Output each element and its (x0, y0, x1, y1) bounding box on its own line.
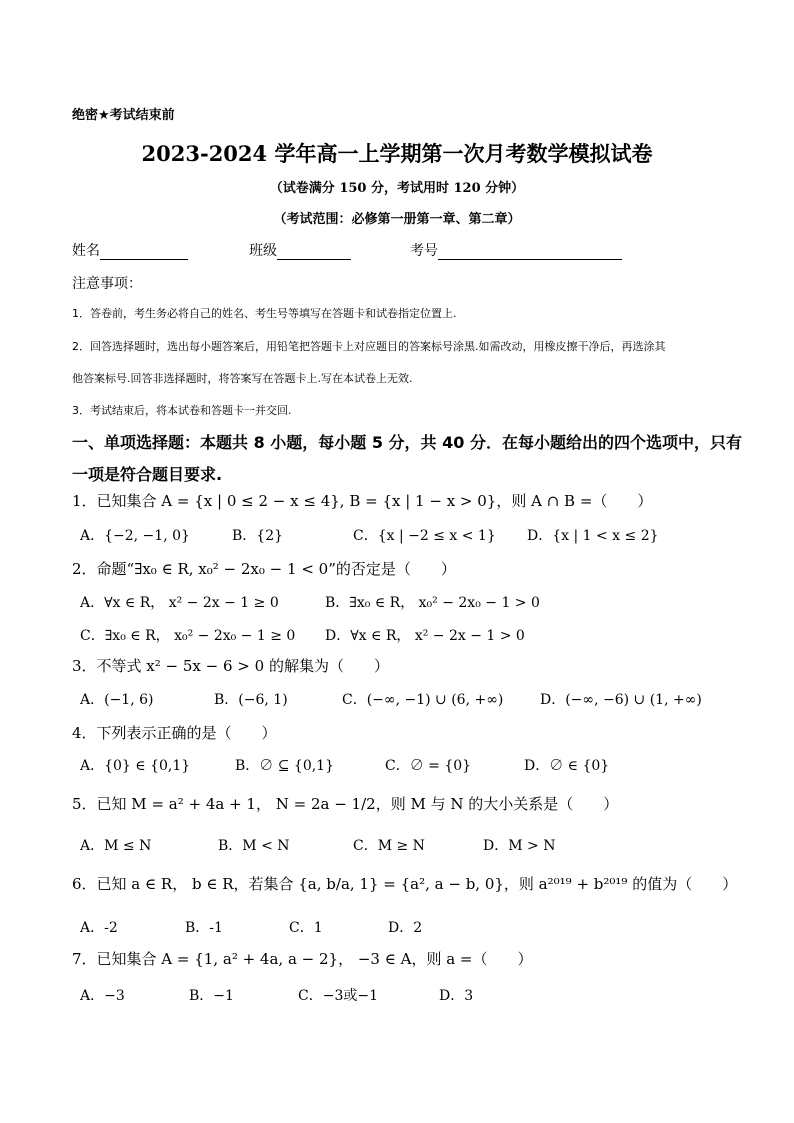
question-5-stem: 5．已知 M = a² + 4a + 1， N = 2a − 1/2，则 M 与 N 的大小关系是（ ） (72, 795, 619, 813)
question-4-option-c[interactable]: C．∅ = {0} (385, 758, 472, 774)
note-item: 他答案标号.回答非选择题时，将答案写在答题卡上.写在本试卷上无效. (72, 372, 413, 385)
class-field[interactable] (249, 240, 351, 260)
question-2-option-b[interactable]: B．∃x₀ ∈ R， x₀² − 2x₀ − 1 > 0 (325, 595, 540, 611)
exam-duration-note: （试卷满分 150 分，考试用时 120 分钟） (269, 181, 525, 196)
name-field[interactable] (72, 240, 188, 260)
question-5-option-a[interactable]: A．M ≤ N (80, 838, 152, 854)
question-4-stem: 4．下列表示正确的是（ ） (72, 724, 277, 742)
question-4-option-b[interactable]: B．∅ ⊆ {0,1} (235, 758, 334, 774)
exam-title: 2023-2024 学年高一上学期第一次月考数学模拟试卷 (141, 141, 653, 166)
exam-id-blank[interactable] (438, 243, 622, 260)
question-5-option-b[interactable]: B．M < N (218, 838, 290, 854)
question-1-option-b[interactable]: B．{2} (232, 528, 284, 544)
exam-id-label: 考号 (410, 243, 438, 259)
question-7-option-c[interactable]: C．−3或−1 (298, 988, 378, 1004)
question-2-option-d[interactable]: D．∀x ∈ R， x² − 2x − 1 > 0 (325, 628, 525, 644)
confidential-label: 绝密★考试结束前 (72, 108, 175, 123)
question-7-stem: 7．已知集合 A = {1, a² + 4a, a − 2}， −3 ∈ A，则 a =（ ） (72, 950, 533, 968)
question-2-option-c[interactable]: C．∃x₀ ∈ R， x₀² − 2x₀ − 1 ≥ 0 (80, 628, 296, 644)
question-6-option-c[interactable]: C．1 (289, 920, 323, 936)
class-label: 班级 (249, 243, 277, 259)
question-2-stem: 2．命题“∃x₀ ∈ R, x₀² − 2x₀ − 1 < 0”的否定是（ ） (72, 560, 456, 578)
note-item: 2．回答选择题时，选出每小题答案后，用铅笔把答题卡上对应题目的答案标号涂黑.如需改动，用橡皮擦干净后，再选涂其 (72, 340, 666, 353)
class-blank[interactable] (277, 243, 351, 260)
name-blank[interactable] (100, 243, 188, 260)
question-5-option-c[interactable]: C．M ≥ N (353, 838, 425, 854)
exam-scope-note: （考试范围：必修第一册第一章、第二章） (273, 212, 521, 227)
question-6-stem: 6．已知 a ∈ R， b ∈ R，若集合 {a, b/a, 1} = {a², a − b, 0}，则 a²⁰¹⁹ + b²⁰¹⁹ 的值为（ ） (72, 875, 738, 893)
question-1-stem: 1．已知集合 A = {x | 0 ≤ 2 − x ≤ 4}, B = {x | 1 − x > 0}，则 A ∩ B =（ ） (72, 492, 653, 510)
question-5-option-d[interactable]: D．M > N (483, 838, 556, 854)
question-7-option-b[interactable]: B．−1 (189, 988, 234, 1004)
exam-id-field[interactable] (410, 240, 622, 260)
question-3-option-c[interactable]: C．(−∞, −1) ∪ (6, +∞) (342, 692, 504, 708)
question-1-option-a[interactable]: A．{−2, −1, 0} (80, 528, 190, 544)
note-item: 3．考试结束后，将本试卷和答题卡一并交回. (72, 404, 292, 417)
question-4-option-a[interactable]: A．{0} ∈ {0,1} (80, 758, 191, 774)
question-2-option-a[interactable]: A．∀x ∈ R， x² − 2x − 1 ≥ 0 (80, 595, 279, 611)
question-6-option-b[interactable]: B．-1 (185, 920, 223, 936)
section-heading: 一、单项选择题：本题共 8 小题，每小题 5 分，共 40 分．在每小题给出的四个选项中，只有 (72, 433, 742, 452)
question-1-option-d[interactable]: D．{x | 1 < x ≤ 2} (527, 528, 659, 544)
question-6-option-d[interactable]: D．2 (388, 920, 423, 936)
question-1-option-c[interactable]: C．{x | −2 ≤ x < 1} (353, 528, 496, 544)
question-3-option-d[interactable]: D．(−∞, −6) ∪ (1, +∞) (540, 692, 702, 708)
question-6-option-a[interactable]: A．-2 (80, 920, 118, 936)
section-heading-cont: 一项是符合题目要求. (72, 465, 223, 484)
question-3-option-a[interactable]: A．(−1, 6) (80, 692, 154, 708)
notes-title: 注意事项： (72, 276, 142, 292)
note-item: 1．答卷前，考生务必将自己的姓名、考生号等填写在答题卡和试卷指定位置上. (72, 307, 457, 320)
question-4-option-d[interactable]: D．∅ ∈ {0} (524, 758, 610, 774)
question-7-option-a[interactable]: A．−3 (80, 988, 125, 1004)
question-3-stem: 3．不等式 x² − 5x − 6 > 0 的解集为（ ） (72, 657, 389, 675)
question-7-option-d[interactable]: D．3 (439, 988, 474, 1004)
question-3-option-b[interactable]: B．(−6, 1) (214, 692, 288, 708)
name-label: 姓名 (72, 243, 100, 259)
